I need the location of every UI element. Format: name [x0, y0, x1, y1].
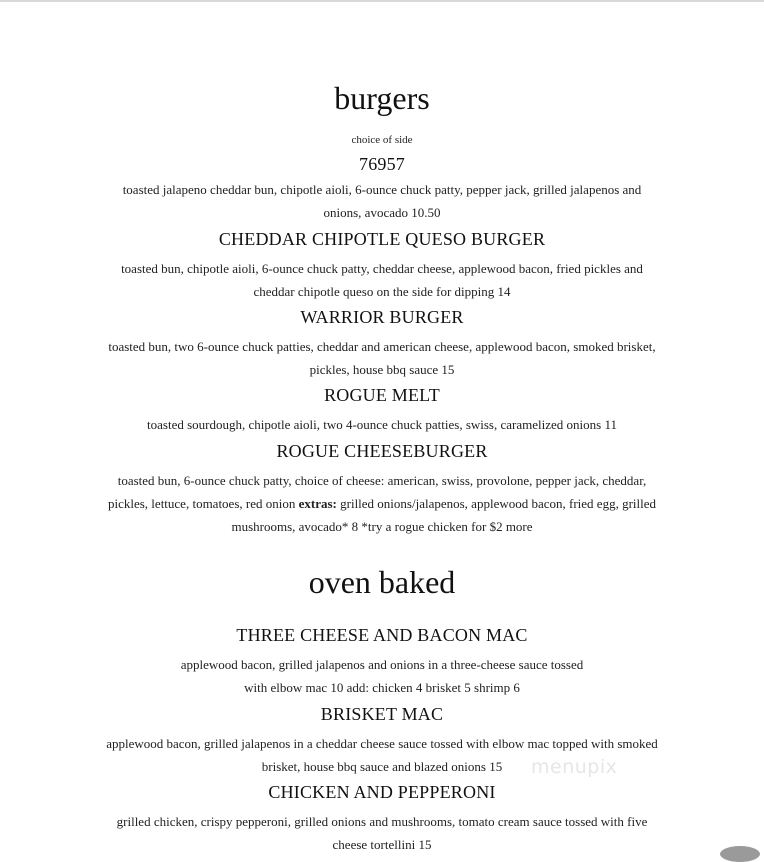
top-divider — [0, 0, 764, 2]
corner-decoration — [720, 846, 760, 862]
section-heading-burgers: burgers — [334, 80, 430, 116]
menu-item-description: applewood bacon, grilled jalapenos in a cheddar cheese sauce tossed with elbow mac topped with smoked brisket, house bbq sauce and blazed onions 15 — [106, 736, 658, 774]
extras-label: extras: — [298, 496, 337, 511]
menu-item-title: 76957 — [359, 154, 405, 174]
menu-item-title: THREE CHEESE AND BACON MAC — [236, 625, 528, 645]
menu-item-title: ROGUE CHEESEBURGER — [276, 441, 488, 461]
menu-item-title: ROGUE MELT — [324, 385, 440, 405]
menu-item-description: toasted jalapeno cheddar bun, chipotle aioli, 6-ounce chuck patty, pepper jack, grilled jalapenos and onions, avocado 10.50 — [122, 182, 642, 220]
section-heading-oven-baked: oven baked — [308, 564, 456, 600]
menu-item-description: applewood bacon, grilled jalapenos and onions in a three-cheese sauce tossed with elbow mac 10 add: chicken 4 brisket 5 shrimp 6 — [180, 657, 584, 695]
menu-item-description: toasted bun, 6-ounce chuck patty, choice of cheese: american, swiss, provolone, pepper jack, cheddar, pickles, lettuce, tomatoes, red onion extras: grilled onions/jalapenos, applewood bacon, fried egg, grilled mushrooms, avocado* 8 *try a rogue chicken for $2 more — [107, 473, 657, 534]
menu-item-title: BRISKET MAC — [320, 704, 444, 724]
menu-item-description: grilled chicken, crispy pepperoni, grilled onions and mushrooms, tomato cream sauce tossed with five cheese tortellini 15 — [116, 814, 648, 852]
watermark: menupix — [531, 756, 618, 778]
menu-item-title: WARRIOR BURGER — [300, 307, 464, 327]
menu-item-description: toasted sourdough, chipotle aioli, two 4-ounce chuck patties, swiss, caramelized onions 11 — [147, 417, 617, 432]
menu-item-description: toasted bun, two 6-ounce chuck patties, cheddar and american cheese, applewood bacon, smoked brisket, pickles, house bbq sauce 15 — [108, 339, 656, 377]
menu-item-title: CHEDDAR CHIPOTLE QUESO BURGER — [218, 229, 546, 249]
section-note: choice of side — [351, 134, 413, 146]
menu-item-title: CHICKEN AND PEPPERONI — [268, 782, 496, 802]
menu-item-description: toasted bun, chipotle aioli, 6-ounce chuck patty, cheddar cheese, applewood bacon, fried pickles and cheddar chipotle queso on the side for dipping 14 — [121, 261, 643, 299]
